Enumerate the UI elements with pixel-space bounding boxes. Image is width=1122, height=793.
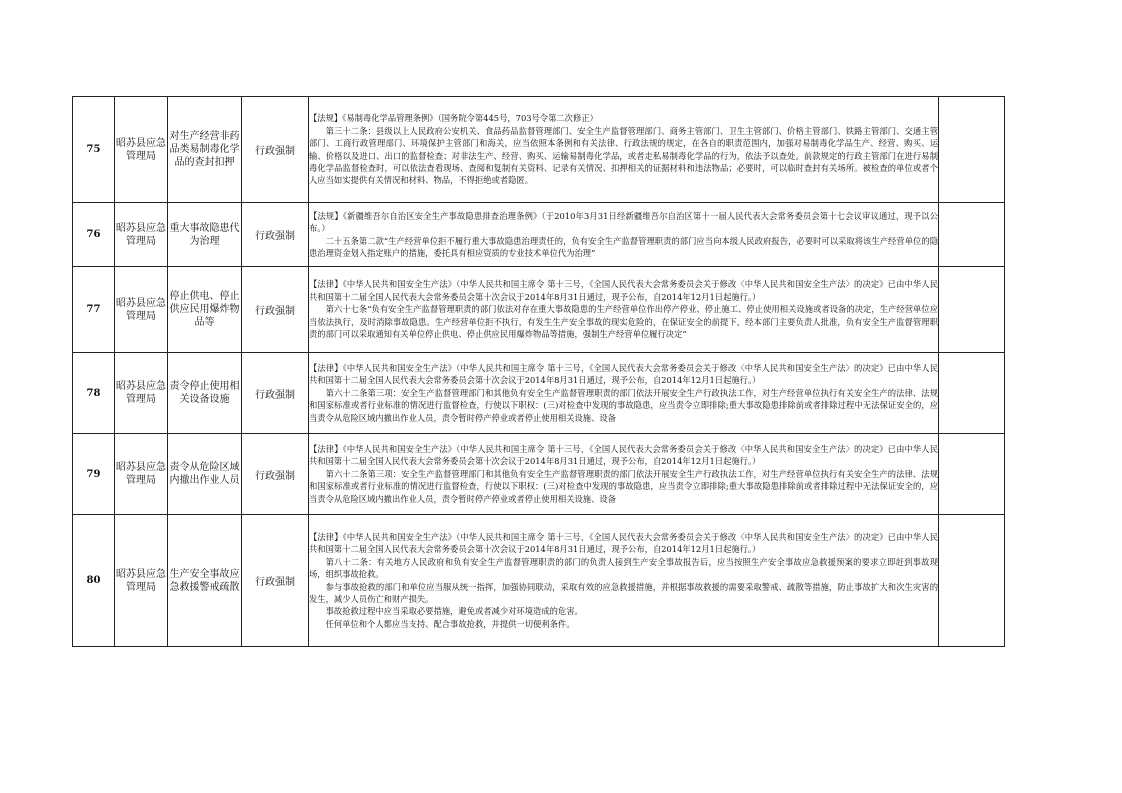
legal-source: 【法规】《易制毒化学品管理条例》（国务院令第445号，703号令第二次修正）: [309, 113, 598, 124]
legal-basis-cell: [309, 515, 939, 647]
legal-basis-cell: [309, 434, 939, 515]
department-cell: 昭苏县应急管理局: [115, 434, 168, 515]
remarks-cell: [939, 353, 1005, 434]
legal-clause: 第三十二条：县级以上人民政府公安机关、食品药品监督管理部门、安全生产监督管理部门、商务主管部门、卫生主管部门、价格主管部门、铁路主管部门、交通主管部门、工商行政管理部门、环境保护主管部门和海关，应当依照本条例和有关法律、行政法规的规定，在各自的职责范围内，加强对易制毒化学品生产、经营、购买、运输、价格以及进口、出口的监督检查；对非法生产、经营、购买、运输易制毒化学品，或者走私易制毒化学品的行为，依法予以查处。前款规定的行政主管部门在进行易制毒化学品监督检查时，可以依法查看现场、查阅和复制有关资料、记录有关情况、扣押相关的证据材料和违法物品；必要时，可以临时查封有关场所。被检查的单位或者个人应当如实提供有关情况和材料、物品，不得拒绝或者隐匿。: [309, 125, 938, 186]
legal-source: 【法律】《中华人民共和国安全生产法》（中华人民共和国主席令 第十三号，《全国人民代表大会常务委员会关于修改〈中华人民共和国安全生产法〉的决定》已由中华人民共和国第十二届全国人民代表大会常务委员会第十次会议于2014年8月31日通过，现予公布，自2014年12月1日起施行。）: [309, 443, 938, 467]
legal-basis-text: [309, 210, 938, 260]
action-type-cell: 行政强制: [242, 203, 309, 267]
department-cell: 昭苏县应急管理局: [115, 97, 168, 203]
legal-clause: 第六十二条第三项：安全生产监督管理部门和其他负有安全生产监督管理职责的部门依法开展安全生产行政执法工作，对生产经营单位执行有关安全生产的法律、法规和国家标准或者行业标准的情况进行监督检查，行使以下职权：(三)对检查中发现的事故隐患，应当责令立即排除;重大事故隐患排除前或者排除过程中无法保证安全的，应当责令从危险区域内撤出作业人员，责令暂时停产停业或者停止使用相关设施、设备: [309, 387, 938, 423]
row-number: 78: [73, 353, 115, 434]
legal-basis-text: [309, 443, 938, 505]
legal-basis-cell: [309, 267, 939, 353]
item-name-cell: 责令停止使用相关设备设施: [168, 353, 242, 434]
remarks-cell: [939, 515, 1005, 647]
legal-source: 【法规】《新疆维吾尔自治区安全生产事故隐患排查治理条例》（于2010年3月31日经新疆维吾尔自治区第十一届人民代表大会常务委员会第十七会议审议通过，现予以公布。）: [309, 210, 938, 234]
item-name-cell: 停止供电、停止供应民用爆炸物品等: [168, 267, 242, 353]
legal-basis-cell: [309, 353, 939, 434]
remarks-cell: [939, 267, 1005, 353]
action-type-cell: 行政强制: [242, 515, 309, 647]
legal-clause: 第六十二条第三项：安全生产监督管理部门和其他负有安全生产监督管理职责的部门依法开展安全生产行政执法工作，对生产经营单位执行有关安全生产的法律、法规和国家标准或者行业标准的情况进行监督检查，行使以下职权：(三)对检查中发现的事故隐患，应当责令立即排除;重大事故隐患排除前或者排除过程中无法保证安全的，应当责令从危险区域内撤出作业人员，责令暂时停产停业或者停止使用相关设施、设备: [309, 468, 938, 504]
item-name-cell: 生产安全事故应急救援警戒疏散: [168, 515, 242, 647]
legal-source: 【法律】《中华人民共和国安全生产法》（中华人民共和国主席令 第十三号，《全国人民代表大会常务委员会关于修改〈中华人民共和国安全生产法〉的决定》已由中华人民共和国第十二届全国人民代表大会常务委员会第十次会议于2014年8月31日通过，现予公布，自2014年12月1日起施行。）: [309, 362, 938, 386]
table-row: [73, 353, 1005, 434]
legal-clause: 参与事故抢救的部门和单位应当服从统一指挥，加强协同联动，采取有效的应急救援措施，并根据事故救援的需要采取警戒、疏散等措施，防止事故扩大和次生灾害的发生，减少人员伤亡和财产损失。: [309, 581, 938, 604]
action-type-cell: 行政强制: [242, 267, 309, 353]
legal-clause: 二十五条第二款“生产经营单位拒不履行重大事故隐患治理责任的，负有安全生产监督管理职责的部门应当向本级人民政府报告，必要时可以采取将该生产经营单位的隐患治理资金划入指定账户的措施，委托具有相应资质的专业技术单位代为治理”: [309, 235, 938, 258]
row-number: 75: [73, 97, 115, 203]
row-number: 80: [73, 515, 115, 647]
row-number: 79: [73, 434, 115, 515]
legal-basis-text: [309, 278, 938, 340]
department-cell: 昭苏县应急管理局: [115, 203, 168, 267]
legal-source: 【法律】《中华人民共和国安全生产法》（中华人民共和国主席令 第十三号，《全国人民代表大会常务委员会关于修改〈中华人民共和国安全生产法〉的决定》已由中华人民共和国第十二届全国人民代表大会常务委员会第十次会议于2014年8月31日通过，现予公布，自2014年12月1日起施行。）: [309, 279, 938, 302]
legal-clause: 事故抢救过程中应当采取必要措施，避免或者减少对环境造成的危害。: [325, 606, 583, 617]
legal-clause: 第八十二条：有关地方人民政府和负有安全生产监督管理职责的部门的负责人接到生产安全事故报告后，应当按照生产安全事故应急救援预案的要求立即赶到事故现场，组织事故抢救。: [309, 556, 938, 580]
legal-clause: 第六十七条“负有安全生产监督管理职责的部门依法对存在重大事故隐患的生产经营单位作出停产停业、停止施工、停止使用相关设施或者设备的决定，生产经营单位应当依法执行，及时消除事故隐患。生产经营单位拒不执行，有发生生产安全事故的现实危险的，在保证安全的前提下，经本部门主要负责人批准，负有安全生产监督管理职责的部门可以采取通知有关单位停止供电、停止供应民用爆炸物品等措施，强制生产经营单位履行决定”: [309, 304, 938, 340]
legal-basis-text: [309, 112, 938, 186]
department-cell: 昭苏县应急管理局: [115, 353, 168, 434]
table-row: [73, 515, 1005, 647]
action-type-cell: 行政强制: [242, 353, 309, 434]
legal-basis-cell: [309, 97, 939, 203]
remarks-cell: [939, 97, 1005, 203]
legal-source: 【法律】《中华人民共和国安全生产法》（中华人民共和国主席令 第十三号，《全国人民代表大会常务委员会关于修改〈中华人民共和国安全生产法〉的决定》已由中华人民共和国第十二届全国人民代表大会常务委员会第十次会议于2014年8月31日通过，现予公布，自2014年12月1日起施行。）: [309, 531, 938, 555]
enforcement-table: [72, 96, 1005, 647]
department-cell: 昭苏县应急管理局: [115, 267, 168, 353]
legal-basis-text: [309, 362, 938, 424]
legal-basis-text: [309, 531, 938, 630]
remarks-cell: [939, 434, 1005, 515]
item-name-cell: 对生产经营非药品类易制毒化学品的查封扣押: [168, 97, 242, 203]
table-row: [73, 203, 1005, 267]
department-cell: 昭苏县应急管理局: [115, 515, 168, 647]
row-number: 77: [73, 267, 115, 353]
table-row: [73, 434, 1005, 515]
row-number: 76: [73, 203, 115, 267]
item-name-cell: 责令从危险区域内撤出作业人员: [168, 434, 242, 515]
legal-basis-cell: [309, 203, 939, 267]
item-name-cell: 重大事故隐患代为治理: [168, 203, 242, 267]
table-row: [73, 97, 1005, 203]
action-type-cell: 行政强制: [242, 434, 309, 515]
table-row: [73, 267, 1005, 353]
remarks-cell: [939, 203, 1005, 267]
action-type-cell: 行政强制: [242, 97, 309, 203]
legal-clause: 任何单位和个人都应当支持、配合事故抢救，并提供一切便利条件。: [325, 618, 575, 629]
